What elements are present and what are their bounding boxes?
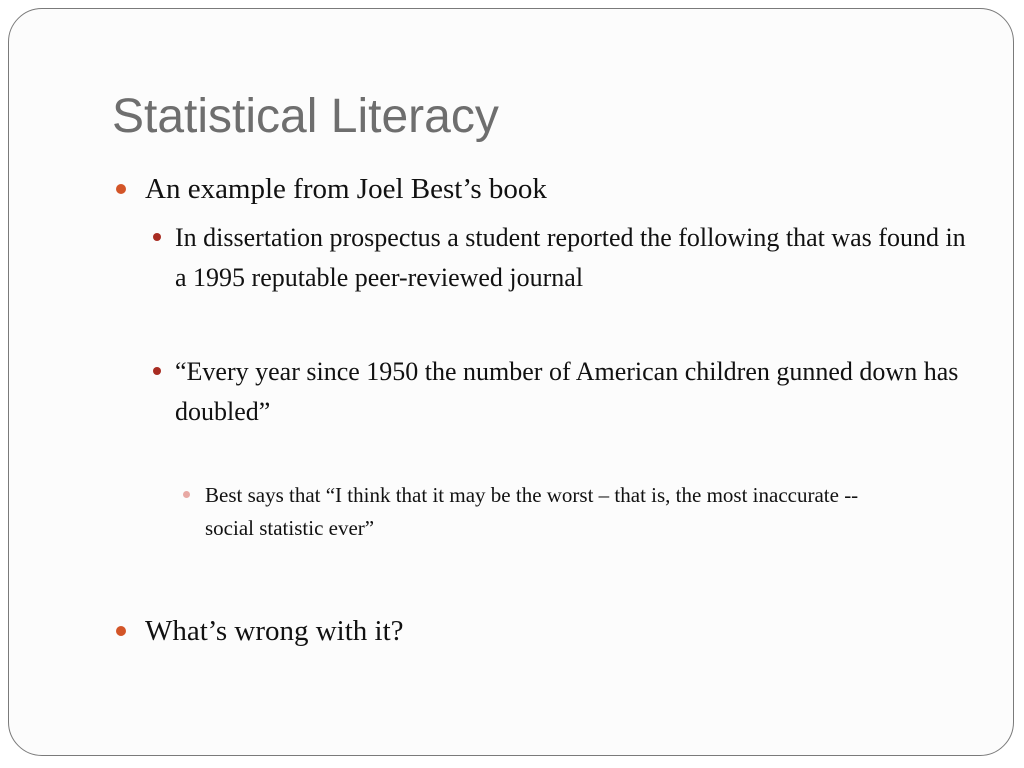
bullet-item-level1	[145, 171, 547, 207]
bullet-dot-icon	[116, 626, 126, 636]
bullet-item-level1	[145, 613, 404, 649]
slide-title: Statistical Literacy	[112, 90, 499, 143]
bullet-dot-icon	[183, 491, 190, 498]
bullet-text: What’s wrong with it?	[145, 615, 404, 647]
bullet-text: An example from Joel Best’s book	[145, 173, 547, 205]
bullet-text: Best says that “I think that it may be the worst – that is, the most inaccurate -- social statistic ever”	[205, 483, 859, 540]
bullet-text: In dissertation prospectus a student reported the following that was found in a 1995 reputable peer-reviewed journal	[175, 223, 966, 292]
bullet-dot-icon	[153, 233, 161, 241]
bullet-item-level2	[175, 218, 975, 298]
bullet-item-level3	[205, 479, 905, 545]
bullet-item-level2	[175, 352, 975, 432]
bullet-dot-icon	[153, 367, 161, 375]
bullet-dot-icon	[116, 184, 126, 194]
bullet-text: “Every year since 1950 the number of American children gunned down has doubled”	[175, 357, 959, 426]
